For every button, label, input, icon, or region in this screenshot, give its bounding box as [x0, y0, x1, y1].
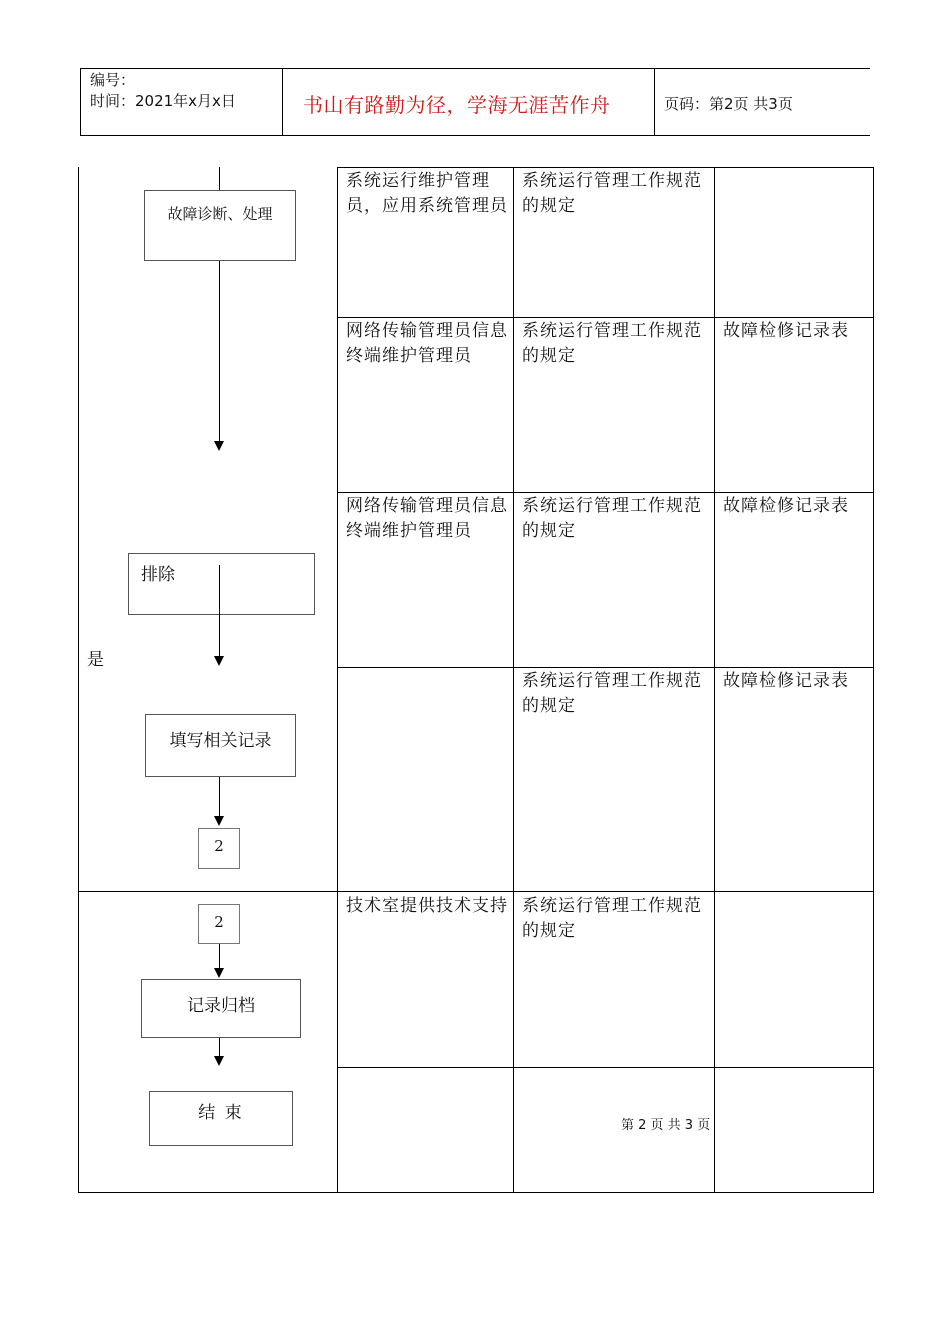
row2-basis: 系统运行管理工作规范的规定 [522, 321, 702, 366]
footer-page-number: 第 2 页 共 3 页 [621, 1118, 711, 1133]
table-left-border [78, 167, 79, 1193]
row3-record: 故障检修记录表 [723, 496, 849, 516]
flow-line-2 [219, 565, 220, 657]
row5-basis: 系统运行管理工作规范的规定 [522, 896, 702, 941]
row1-basis: 系统运行管理工作规范的规定 [522, 171, 702, 216]
record-label: 填写相关记录 [169, 731, 272, 751]
time-label: 时间：2021年x月x日 [90, 92, 236, 110]
connector-in [198, 904, 240, 944]
row-line-5 [337, 1067, 874, 1068]
table-bottom-border [78, 1192, 874, 1193]
diagnose-box [144, 190, 296, 261]
row-line-1 [337, 317, 874, 318]
connector-out [198, 828, 240, 869]
archive-label: 记录归档 [187, 996, 255, 1016]
page-info: 页码：第2页 共3页 [664, 95, 793, 113]
table-col-line-3 [714, 167, 715, 1193]
row2-role: 网络传输管理员信息终端维护管理员 [346, 321, 508, 366]
arrow-down-icon [214, 968, 224, 978]
record-box [145, 714, 296, 777]
yes-label: 是 [87, 650, 104, 670]
flow-line-3 [219, 777, 220, 817]
remove-box [128, 553, 315, 615]
row1-role: 系统运行维护管理员，应用系统管理员 [346, 171, 508, 216]
serial-label: 编号： [90, 71, 136, 89]
remove-label: 排除 [141, 565, 175, 585]
flow-line-4 [219, 944, 220, 968]
table-top-border [337, 167, 874, 168]
header-top-border [80, 68, 870, 69]
end-label: 结 束 [198, 1103, 244, 1123]
flow-line-top [219, 167, 220, 191]
motto-text: 书山有路勤为径，学海无涯苦作舟 [303, 93, 611, 117]
header-divider-1 [282, 68, 283, 136]
arrow-down-icon [214, 1056, 224, 1066]
table-col-line-1 [337, 167, 338, 1193]
row4-record: 故障检修记录表 [723, 671, 849, 691]
end-box [149, 1091, 293, 1146]
arrow-down-icon [214, 441, 224, 451]
row-line-3 [337, 667, 874, 668]
row3-role: 网络传输管理员信息终端维护管理员 [346, 496, 508, 541]
table-right-border [873, 167, 874, 1193]
header-left-border [80, 68, 81, 136]
diagnose-label: 故障诊断、处理 [167, 205, 273, 223]
row-line-2 [337, 492, 874, 493]
row5-role: 技术室提供技术支持 [346, 896, 508, 916]
row3-basis: 系统运行管理工作规范的规定 [522, 496, 702, 541]
table-col-line-2 [513, 167, 514, 1193]
row2-record: 故障检修记录表 [723, 321, 849, 341]
header-divider-2 [654, 68, 655, 136]
arrow-down-icon [214, 816, 224, 826]
flow-line-5 [219, 1038, 220, 1057]
archive-box [141, 979, 301, 1038]
row-line-4 [78, 891, 874, 892]
header-bottom-border [80, 135, 870, 136]
connector-out-label: 2 [214, 837, 224, 855]
flow-line-1 [219, 261, 220, 441]
arrow-down-icon [214, 656, 224, 666]
row4-basis: 系统运行管理工作规范的规定 [522, 671, 702, 716]
connector-in-label: 2 [214, 913, 224, 931]
